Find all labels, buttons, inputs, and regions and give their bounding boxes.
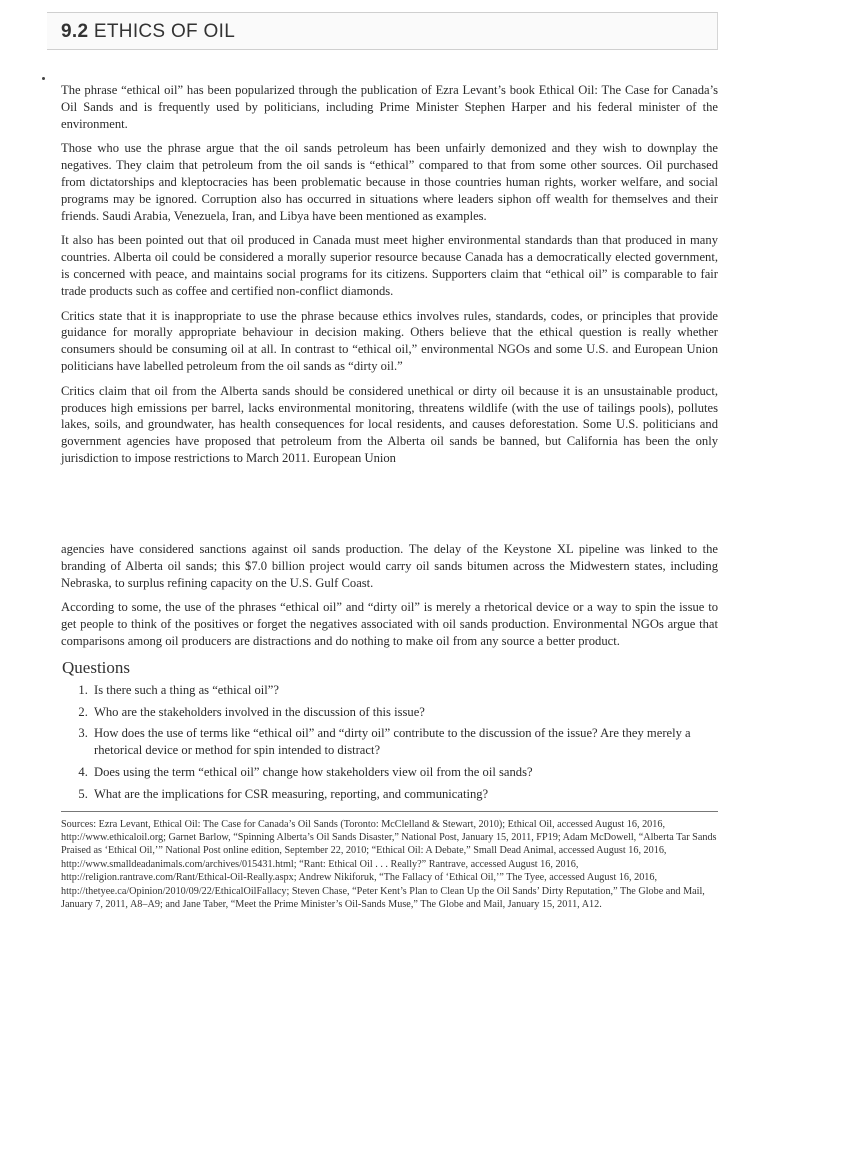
paragraph: Critics state that it is inappropriate to use the phrase because ethics involves rules, standards, codes, or principles that provide guidance for morally appropriate behaviour in decision making. Others believe that the ethical question is really whether consumers should be consuming oil at all. In contrast to “ethical oil,” environmental NGOs and some U.S. and European Union politicians have labelled petroleum from the oil sands as “dirty oil.” (61, 308, 718, 373)
paragraph: According to some, the use of the phrases “ethical oil” and “dirty oil” is merely a rhetorical device or a way to spin the issue to get people to think of the positives or forget the negatives associated with oil sands production. Environmental NGOs argue that comparisons among oil producers are distractions and do nothing to make oil from any source a better product. (61, 600, 718, 648)
sources-note: Sources: Ezra Levant, Ethical Oil: The Case for Canada’s Oil Sands (Toronto: McClelland & Stewart, 2010); Ethical Oil, accessed August 16, 2016, http://www.ethicaloil.org; Garnet Barlow, “Spinning Alberta’s Oil Sands Disaster,” National Post, January 15, 2011, FP19; Adam McDowell, “Alberta Tar Sands Praised as ‘Ethical Oil,’” National Post online edition, September 22, 2010; “Ethical Oil: A Debate,” Small Dead Animal, accessed August 16, 2016, http://www.smalldeadanimals.com/archives/015431.html; “Rant: Ethical Oil . . . Really?” Rantrave, accessed August 16, 2016, http://religion.rantrave.com/Rant/Ethical-Oil-Really.aspx; Andrew Nikiforuk, “The Fallacy of ‘Ethical Oil,’” The Tyee, accessed August 16, 2016, http://thetyee.ca/Opinion/2010/09/22/EthicalOilFallacy; Steven Chase, “Peter Kent’s Plan to Clean Up the Oil Sands’ Dirty Reputation,” The Globe and Mail, January 7, 2011, A8–A9; and Jane Taber, “Meet the Prime Minister’s Oil-Sands Muse,” The Globe and Mail, January 15, 2011, A12. (61, 818, 717, 910)
section-header (47, 12, 718, 50)
page-part-bottom (61, 541, 718, 911)
question-item: 2. Who are the stakeholders involved in the discussion of this issue? (91, 704, 718, 721)
paragraph: It also has been pointed out that oil produced in Canada must meet higher environmental standards than that produced in many countries. Alberta oil could be considered a morally superior resource because Canada has a democratically elected government, is concerned with peace, and maintains social programs for its citizens. Supporters claim that “ethical oil” is comparable to fair trade products such as coffee and certified non-conflict diamonds. (61, 233, 718, 298)
paragraph: Those who use the phrase argue that the oil sands petroleum has been unfairly demonized and they wish to downplay the negatives. They claim that petroleum from the oil sands is “ethical” compared to that from some other sources. Oil purchased from dictatorships and kleptocracies has been problematic because in those countries human rights, worker welfare, and social programs may be ignored. Corruption also has occurred in situations where leaders siphon off wealth for themselves and their friends. Saudi Arabia, Venezuela, Iran, and Libya have been mentioned as examples. (61, 141, 718, 223)
questions-heading: Questions (62, 657, 130, 677)
paragraph: The phrase “ethical oil” has been popularized through the publication of Ezra Levant’s book Ethical Oil: The Case for Canada’s Oil Sands and is frequently used by politicians, including Prime Minister Stephen Harper and his federal minister of the environment. (61, 83, 718, 131)
section-title (61, 21, 235, 43)
section-number: 9.2 (61, 21, 89, 42)
questions-list (61, 682, 718, 803)
paragraph: agencies have considered sanctions against oil sands production. The delay of the Keystone XL pipeline was linked to the branding of Alberta oil sands; this $7.0 billion project would carry oil sands bitumen across the Midwestern states, including Nebraska, to surplus refining capacity on the U.S. Gulf Coast. (61, 542, 718, 590)
question-item: 3. How does the use of terms like “ethical oil” and “dirty oil” contribute to the discussion of the issue? Are they merely a rhetorical device or method for spin intended to distract? (91, 725, 718, 759)
stray-mark (42, 77, 45, 80)
paragraph: Critics claim that oil from the Alberta sands should be considered unethical or dirty oil because it is an unsustainable product, produces high emissions per barrel, lacks environmental monitoring, threatens wildlife (with the use of tailings pools), pollutes lakes, soils, and groundwater, has health consequences for local residents, and causes deforestation. Some U.S. politicians and government agencies have proposed that petroleum from the Alberta oil sands be banned, but California has been the only jurisdiction to impose restrictions to March 2011. European Union (61, 383, 718, 465)
question-item: 1. Is there such a thing as “ethical oil”? (91, 682, 718, 699)
question-item: 5. What are the implications for CSR measuring, reporting, and communicating? (91, 786, 718, 803)
sources-divider (61, 811, 718, 812)
section-title-text: ETHICS OF OIL (93, 21, 236, 42)
page-part-top (61, 82, 718, 475)
question-item: 4. Does using the term “ethical oil” change how stakeholders view oil from the oil sands? (91, 764, 718, 781)
